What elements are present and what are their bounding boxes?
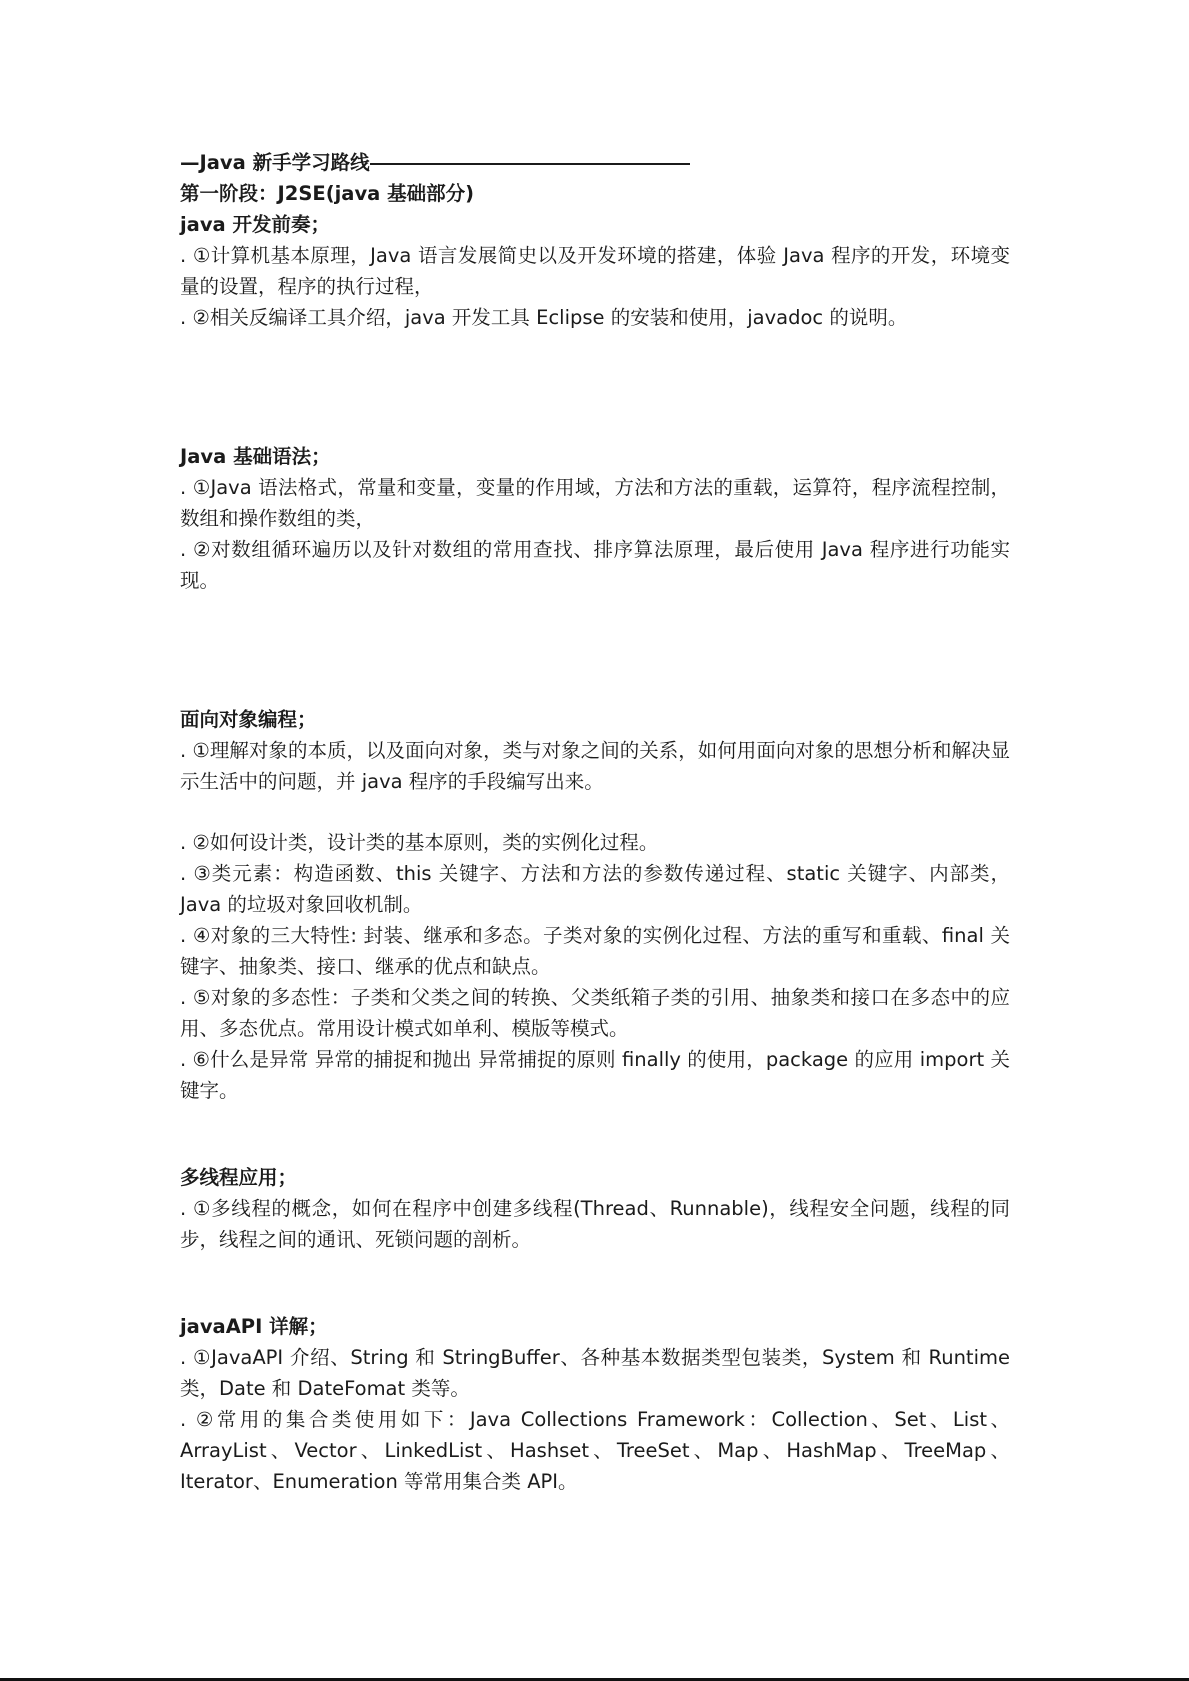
section-heading-java-api: javaAPI 详解； — [180, 1315, 328, 1338]
document-title-text: —Java 新手学习路线 — [180, 151, 370, 174]
section-item: . ②对数组循环遍历以及针对数组的常用查找、排序算法原理，最后使用 Java 程序进行功能实现。 — [180, 538, 1010, 592]
section-item: . ②如何设计类，设计类的基本原则，类的实例化过程。 — [180, 831, 659, 854]
section-item: . ⑤对象的多态性：子类和父类之间的转换、父类纸箱子类的引用、抽象类和接口在多态中的应用、多态优点。常用设计模式如单利、模版等模式。 — [180, 986, 1010, 1040]
section-item: . ④对象的三大特性: 封装、继承和多态。子类对象的实例化过程、方法的重写和重载、final 关键字、抽象类、接口、继承的优点和缺点。 — [180, 924, 1010, 978]
spacer — [180, 333, 1010, 441]
spacer — [180, 797, 1010, 827]
section-item: . ③类元素：构造函数、this 关键字、方法和方法的参数传递过程、static 关键字、内部类，Java 的垃圾对象回收机制。 — [180, 862, 1010, 916]
document-title — [180, 147, 1010, 178]
section-heading-java-basic-syntax: Java 基础语法； — [180, 445, 331, 468]
section-heading-oop: 面向对象编程； — [180, 708, 317, 731]
section-heading-multithreading: 多线程应用； — [180, 1166, 298, 1189]
title-rule — [370, 163, 690, 165]
section-item: . ①多线程的概念，如何在程序中创建多线程(Thread、Runnable)，线程安全问题，线程的同步，线程之间的通讯、死锁问题的剖析。 — [180, 1197, 1010, 1251]
section-item: . ①理解对象的本质，以及面向对象，类与对象之间的关系，如何用面向对象的思想分析和解决显示生活中的问题，并 java 程序的手段编写出来。 — [180, 739, 1010, 793]
section-item: . ⑥什么是异常 异常的捕捉和抛出 异常捕捉的原则 finally 的使用，package 的应用 import 关键字。 — [180, 1048, 1010, 1102]
section-item: . ①计算机基本原理，Java 语言发展简史以及开发环境的搭建，体验 Java 程序的开发，环境变量的设置，程序的执行过程， — [180, 244, 1010, 298]
spacer — [180, 596, 1010, 704]
section-item: . ①Java 语法格式，常量和变量，变量的作用域，方法和方法的重载，运算符，程序流程控制，数组和操作数组的类， — [180, 476, 1010, 530]
section-heading-java-prelude: java 开发前奏； — [180, 213, 331, 236]
spacer — [180, 1106, 1010, 1162]
section-item: . ①JavaAPI 介绍、String 和 StringBuffer、各种基本数据类型包装类，System 和 Runtime 类，Date 和 DateFomat 类等。 — [180, 1346, 1010, 1400]
section-item: . ②相关反编译工具介绍，java 开发工具 Eclipse 的安装和使用，javadoc 的说明。 — [180, 306, 908, 329]
section-item: . ②常用的集合类使用如下：Java Collections Framework：Collection、Set、List、ArrayList、Vector、LinkedList、Hashset、TreeSet、Map、HashMap、TreeMap、Iterator、Enumeration 等常用集合类 API。 — [180, 1408, 1010, 1493]
document-body — [180, 147, 1010, 1497]
stage-heading: 第一阶段：J2SE(java 基础部分) — [180, 182, 475, 205]
spacer — [180, 1255, 1010, 1311]
